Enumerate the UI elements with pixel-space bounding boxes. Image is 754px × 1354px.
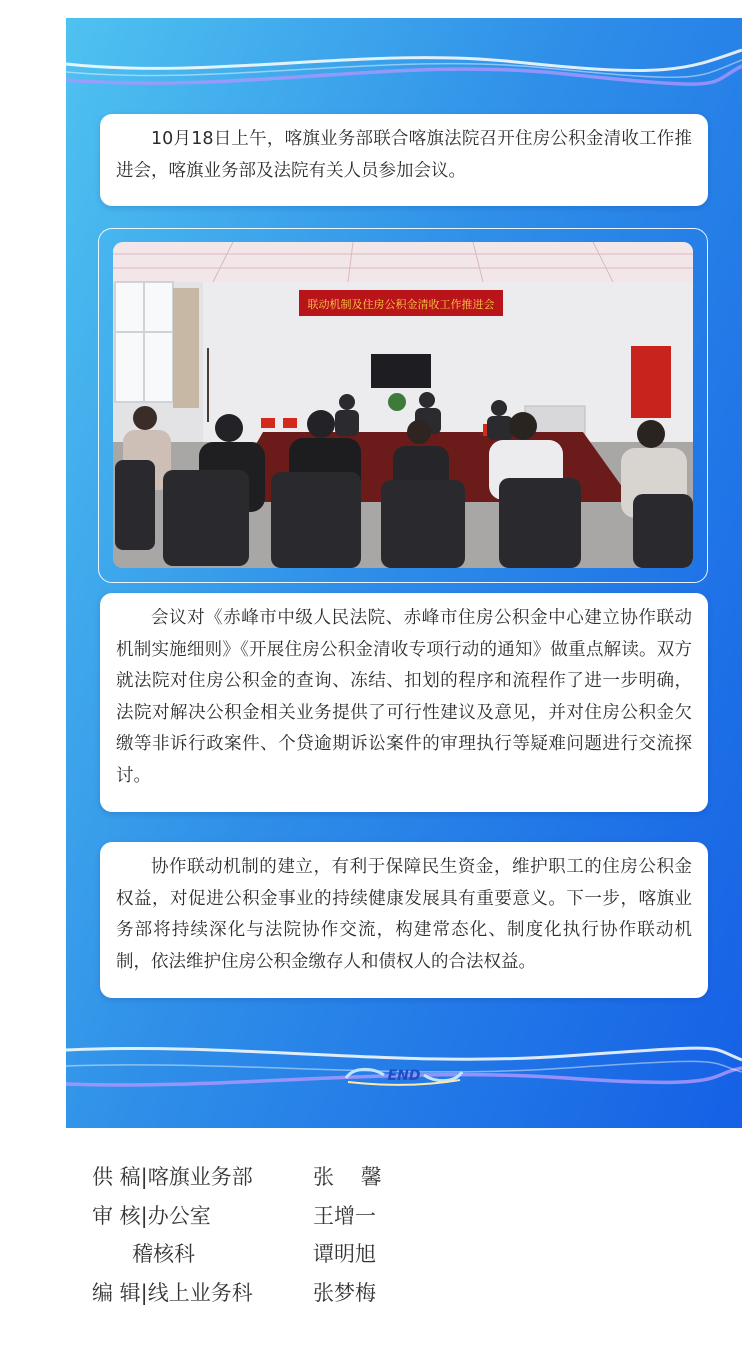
detail-text: 会议对《赤峰市中级人民法院、赤峰市住房公积金中心建立协作联动机制实施细则》《开展住房公积金清收专项行动的通知》做重点解读。双方就法院对住房公积金的查询、冻结、扣划的程序和流程作了进一步明确，法院对解决公积金相关业务提供了可行性建议及意见，并对住房公积金欠缴等非诉行政案件、个贷逾期诉讼案件的审理执行等疑难问题进行交流探讨。 [116,608,692,786]
credit-name: 王增一 [313,1203,376,1228]
top-wave-decoration [66,40,742,100]
credit-row-supply [92,1158,512,1197]
credit-role: 供 稿|喀旗业务部 [92,1165,253,1189]
intro-card [100,114,708,206]
credit-role: 编 辑|线上业务科 [92,1280,253,1305]
intro-text: 10月18日上午，喀旗业务部联合喀旗法院召开住房公积金清收工作推进会，喀旗业务部及法院有关人员参加会议。 [116,129,692,181]
photo-frame [98,228,708,583]
credits [92,1158,512,1312]
end-badge [344,1064,464,1086]
credit-name: 张梦梅 [313,1280,376,1305]
credit-name: 谭明旭 [313,1242,376,1266]
credit-row-editor [92,1274,512,1313]
detail-card [100,593,708,812]
credit-row-review [92,1197,512,1236]
credit-row-audit [92,1235,512,1274]
banner-text: 联动机制及住房公积金清收工作推进会 [307,298,495,311]
credit-role: 审 核|办公室 [92,1203,211,1228]
conclusion-text: 协作联动机制的建立，有利于保障民生资金，维护职工的住房公积金权益，对促进公积金事业的持续健康发展具有重要意义。下一步，喀旗业务部将持续深化与法院协作交流，构建常态化、制度化执行协作联动机制，依法维护住房公积金缴存人和债权人的合法权益。 [116,857,692,972]
meeting-photo [113,242,693,568]
credit-name: 张 馨 [313,1165,382,1189]
conclusion-card [100,842,708,998]
credit-role: 稽核科 [92,1242,196,1266]
end-label: END [387,1068,421,1084]
article-panel [66,18,742,1128]
